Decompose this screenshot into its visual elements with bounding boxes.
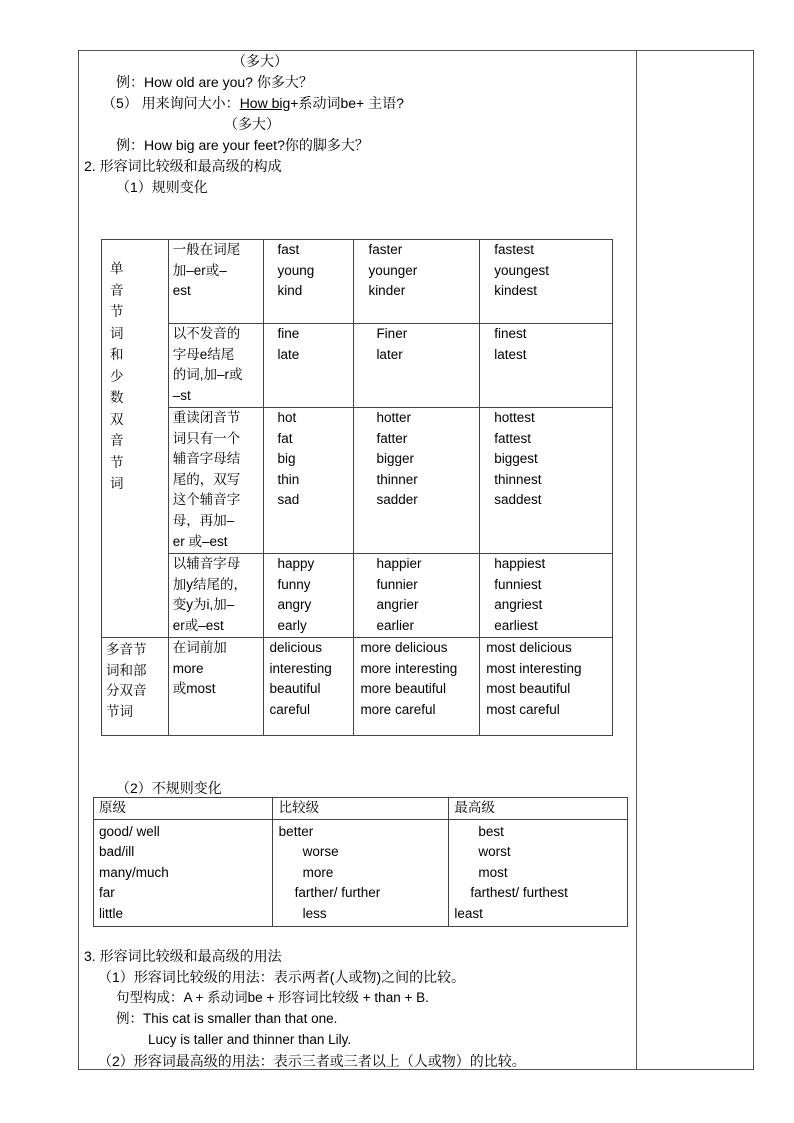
point-5-suffix: +系动词be+ 主语?	[290, 95, 404, 111]
base-cell-line: beautiful	[269, 681, 321, 697]
irregular-comparison-table	[93, 797, 628, 927]
irregular-comparative-word: worse	[302, 844, 339, 859]
regular-table-row	[102, 408, 613, 554]
rule-cell-line: 尾的，双写	[172, 471, 241, 487]
comparative-usage: （1）形容词比较级的用法：表示两者(人或物)之间的比较。	[98, 969, 466, 985]
irregular-header-row	[94, 798, 628, 820]
example-how-big: 例：How big are your feet?你的脚多大？	[116, 137, 369, 153]
comparative-cell-line: later	[376, 346, 403, 362]
point-5-prefix: （5） 用来询问大小：	[102, 95, 240, 111]
comparative-cell	[354, 554, 480, 638]
single-syllable-label-char: 音	[110, 433, 124, 448]
base-cell-line: hot	[277, 410, 297, 425]
rule-cell	[168, 638, 263, 736]
comparative-cell-line: hotter	[376, 410, 411, 425]
comparative-cell-line: fatter	[376, 430, 408, 446]
multi-syllable-label-line: 分双音	[106, 683, 147, 699]
comparative-cell-line: angrier	[376, 597, 419, 613]
base-cell-line: thin	[277, 471, 300, 487]
rule-cell-line: 词只有一个	[172, 430, 241, 446]
single-syllable-label-char: 双	[110, 411, 124, 427]
comparative-cell-line: happier	[376, 556, 422, 571]
superlative-cell-line: fastest	[494, 242, 534, 257]
base-cell-line: early	[277, 617, 307, 633]
irregular-change-heading: （2）不规则变化	[116, 780, 222, 796]
rule-cell-line: 以辅音字母	[172, 556, 241, 571]
single-syllable-label-char: 少	[110, 368, 124, 384]
base-cell-line: delicious	[269, 640, 323, 655]
base-cell-line: young	[277, 262, 315, 278]
rule-cell-line: 或most	[172, 681, 216, 697]
comparative-cell-line: kinder	[368, 283, 406, 299]
irregular-superlative-word: most	[478, 864, 508, 880]
irregular-base-word: bad/ill	[99, 844, 135, 859]
single-syllable-label-char: 词	[110, 476, 124, 491]
comparative-cell-line: Finer	[376, 326, 408, 341]
base-cell-line: fine	[277, 326, 300, 341]
base-cell-line: angry	[277, 597, 312, 613]
irregular-superlative-word: farthest/ furthest	[470, 885, 568, 900]
base-cell	[263, 638, 354, 736]
superlative-cell-line: youngest	[494, 262, 550, 278]
rule-cell	[168, 324, 263, 408]
irregular-superlative-word: best	[478, 823, 504, 839]
irregular-superlative-word: worst	[478, 844, 511, 859]
rule-cell-line: 这个辅音字	[172, 492, 241, 508]
section-3-heading: 3. 形容词比较级和最高级的用法	[84, 948, 282, 964]
base-cell-line: late	[277, 346, 300, 362]
irregular-superlative-word: least	[454, 905, 483, 921]
comparative-cell-line: earlier	[376, 617, 414, 633]
rule-cell-line: 加–er或–	[172, 262, 227, 278]
comparative-cell	[354, 324, 480, 408]
comparative-cell	[354, 240, 480, 324]
header-base: 原级	[94, 798, 273, 820]
superlative-cell-line: biggest	[494, 451, 538, 467]
rule-cell-line: 母，再加–	[172, 512, 235, 528]
comparative-cell	[354, 408, 480, 554]
rule-cell-line: 重读闭音节	[172, 410, 241, 425]
superlative-cell-line: most beautiful	[486, 681, 571, 697]
example-cat: 例：This cat is smaller than that one.	[116, 1011, 338, 1026]
rule-cell-line: more	[172, 660, 204, 676]
intro-note-2: （多大）	[224, 116, 280, 132]
single-syllable-label-char: 音	[110, 282, 124, 298]
rule-cell-line: est	[172, 283, 191, 299]
superlative-cell-line: fattest	[494, 430, 531, 446]
irregular-base-word: little	[99, 905, 124, 921]
section-2-heading: 2. 形容词比较级和最高级的构成	[84, 158, 282, 174]
comparative-cell-line: more interesting	[360, 660, 458, 676]
single-syllable-label-char: 和	[110, 347, 124, 362]
base-cell	[263, 554, 354, 638]
rule-cell-line: 加y结尾的，	[172, 576, 248, 592]
single-syllable-label-char: 单	[110, 261, 124, 276]
superlative-cell-line: happiest	[494, 556, 546, 571]
comparative-cell	[354, 638, 480, 736]
rule-cell-line: 辅音字母结	[172, 451, 241, 467]
superlative-cell-line: earliest	[494, 617, 538, 633]
header-superlative: 最高级	[449, 798, 628, 820]
irregular-comparative-word: better	[278, 823, 314, 839]
rule-cell-line: 字母e结尾	[172, 346, 235, 362]
irregular-base-cell	[94, 819, 273, 927]
multi-syllable-label	[102, 638, 169, 736]
superlative-cell-line: most careful	[486, 701, 560, 717]
irregular-base-word: far	[99, 885, 115, 900]
rule-cell-line: 以不发音的	[172, 326, 241, 341]
irregular-superlative-cell	[449, 819, 628, 927]
rule-cell	[168, 240, 263, 324]
column-divider	[636, 50, 637, 1070]
rule-cell	[168, 408, 263, 554]
example-how-old: 例：How old are you? 你多大？	[116, 74, 313, 90]
base-cell-line: interesting	[269, 660, 332, 676]
irregular-base-word: many/much	[99, 864, 169, 880]
comparative-cell-line: sadder	[376, 492, 418, 508]
superlative-cell	[480, 638, 613, 736]
base-cell-line: fat	[277, 430, 293, 446]
irregular-comparative-word: less	[302, 905, 327, 921]
regular-comparison-table	[101, 239, 613, 736]
irregular-comparative-word: farther/ further	[294, 885, 381, 900]
base-cell-line: sad	[277, 492, 300, 508]
superlative-usage: （2）形容词最高级的用法：表示三者或三者以上（人或物）的比较。	[98, 1053, 526, 1069]
base-cell-line: funny	[277, 576, 311, 592]
point-5-how-big	[102, 94, 404, 112]
rule-cell-line: er或–est	[172, 617, 224, 633]
rule-cell-line: 一般在词尾	[172, 242, 241, 257]
base-cell-line: kind	[277, 283, 303, 299]
single-syllable-label-char: 词	[110, 325, 124, 341]
base-cell-line: happy	[277, 556, 315, 571]
base-cell	[263, 324, 354, 408]
superlative-cell-line: hottest	[494, 410, 535, 425]
regular-table-row	[102, 554, 613, 638]
irregular-body-row	[94, 819, 628, 927]
irregular-comparative-cell	[272, 819, 449, 927]
regular-table-row	[102, 240, 613, 324]
superlative-cell-line: latest	[494, 346, 527, 362]
rule-cell-line: –st	[172, 387, 191, 403]
base-cell	[263, 240, 354, 324]
single-syllable-label-char: 节	[110, 304, 124, 319]
base-cell	[263, 408, 354, 554]
base-cell-line: big	[277, 451, 296, 467]
irregular-comparative-word: more	[302, 864, 334, 880]
comparative-cell-line: bigger	[376, 451, 414, 467]
rule-cell	[168, 554, 263, 638]
superlative-cell	[480, 408, 613, 554]
multi-syllable-label-line: 多音节	[106, 642, 147, 657]
single-syllable-label-char: 节	[110, 454, 124, 470]
superlative-cell	[480, 554, 613, 638]
comparative-cell-line: funnier	[376, 576, 418, 592]
superlative-cell-line: angriest	[494, 597, 543, 613]
superlative-cell-line: finest	[494, 326, 527, 341]
comparative-cell-line: younger	[368, 262, 418, 278]
superlative-cell-line: kindest	[494, 283, 537, 299]
how-big-underlined: How big	[239, 95, 291, 111]
superlative-cell-line: thinnest	[494, 471, 542, 487]
superlative-cell-line: most delicious	[486, 640, 572, 655]
sentence-pattern: 句型构成：A + 系动词be + 形容词比较级 + than + B.	[116, 990, 429, 1005]
superlative-cell	[480, 324, 613, 408]
regular-table-row	[102, 324, 613, 408]
superlative-cell	[480, 240, 613, 324]
regular-table-row	[102, 638, 613, 736]
superlative-cell-line: funniest	[494, 576, 542, 592]
comparative-cell-line: more delicious	[360, 640, 448, 655]
base-cell-line: careful	[269, 701, 311, 717]
comparative-cell-line: more careful	[360, 701, 436, 717]
superlative-cell-line: most interesting	[486, 660, 582, 676]
comparative-cell-line: more beautiful	[360, 681, 446, 697]
multi-syllable-label-line: 词和部	[106, 662, 147, 678]
header-comparative: 比较级	[272, 798, 449, 820]
example-lucy: Lucy is taller and thinner than Lily.	[148, 1032, 352, 1047]
regular-change-heading: （1）规则变化	[116, 179, 208, 195]
multi-syllable-label-line: 节词	[106, 703, 133, 719]
rule-cell-line: 的词,加–r或	[172, 367, 243, 383]
irregular-base-word: good/ well	[99, 823, 160, 839]
single-syllable-label	[102, 240, 169, 638]
intro-note-1: （多大）	[232, 53, 288, 69]
comparative-cell-line: thinner	[376, 471, 418, 487]
rule-cell-line: 变y为i,加–	[172, 597, 235, 613]
comparative-cell-line: faster	[368, 242, 403, 257]
single-syllable-label-char: 数	[110, 390, 124, 405]
rule-cell-line: 在词前加	[172, 640, 227, 655]
superlative-cell-line: saddest	[494, 492, 542, 508]
rule-cell-line: er 或–est	[172, 533, 228, 549]
base-cell-line: fast	[277, 242, 300, 257]
